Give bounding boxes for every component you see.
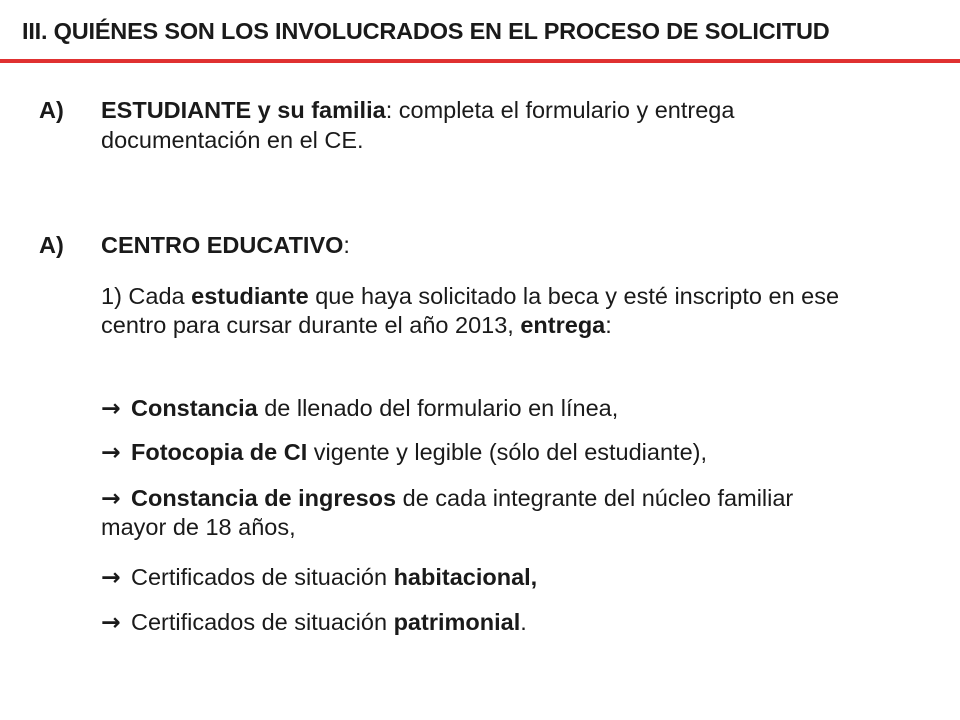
bullet-patrimonial (101, 608, 861, 637)
section-label: A) (39, 97, 64, 123)
section-text (101, 95, 861, 155)
bullet-text: . (520, 609, 527, 635)
slide-title: III. QUIÉNES SON LOS INVOLUCRADOS EN EL PROCESO DE SOLICITUD (22, 18, 830, 44)
bullet-constancia-ingresos (101, 484, 861, 542)
item-1-paragraph (101, 282, 861, 340)
section-heading: CENTRO EDUCATIVO (101, 232, 344, 258)
item-1-bold-estudiante: estudiante (191, 283, 309, 309)
bullet-bold: habitacional, (393, 564, 538, 590)
item-1-text: : (605, 312, 612, 338)
arrow-right-icon: → (101, 563, 121, 591)
section-text (101, 230, 861, 260)
bullet-bold: Constancia (131, 395, 258, 421)
section-label: A) (39, 232, 64, 258)
bullet-text: de llenado del formulario en línea, (257, 395, 619, 421)
arrow-right-icon: → (101, 484, 121, 512)
bullet-text: Certificados de situación (131, 564, 394, 590)
arrow-right-icon: → (101, 394, 121, 422)
section-body: : (343, 232, 350, 258)
arrow-right-icon: → (101, 438, 121, 466)
bullet-bold: Fotocopia de CI (131, 439, 308, 465)
bullet-bold: patrimonial (393, 609, 521, 635)
bullet-text: de cada integrante del núcleo familiar mayor de 18 años, (101, 485, 794, 540)
bullet-text: vigente y legible (sólo del estudiante), (307, 439, 707, 465)
bullet-fotocopia-ci (101, 438, 861, 467)
bullet-text: Certificados de situación (131, 609, 394, 635)
section-body: : completa el formulario y entrega documentación en el CE. (101, 97, 735, 153)
bullet-habitacional (101, 563, 861, 592)
title-underline (0, 59, 960, 63)
section-heading: ESTUDIANTE y su familia (101, 97, 386, 123)
item-1-bold-entrega: entrega (520, 312, 606, 338)
bullet-constancia (101, 394, 861, 423)
arrow-right-icon: → (101, 608, 121, 636)
bullet-bold: Constancia de ingresos (131, 485, 397, 511)
item-1-text: 1) Cada (101, 283, 192, 309)
item-1-text: que haya solicitado la beca y esté inscripto en ese centro para cursar durante el año 2013, (101, 283, 840, 338)
